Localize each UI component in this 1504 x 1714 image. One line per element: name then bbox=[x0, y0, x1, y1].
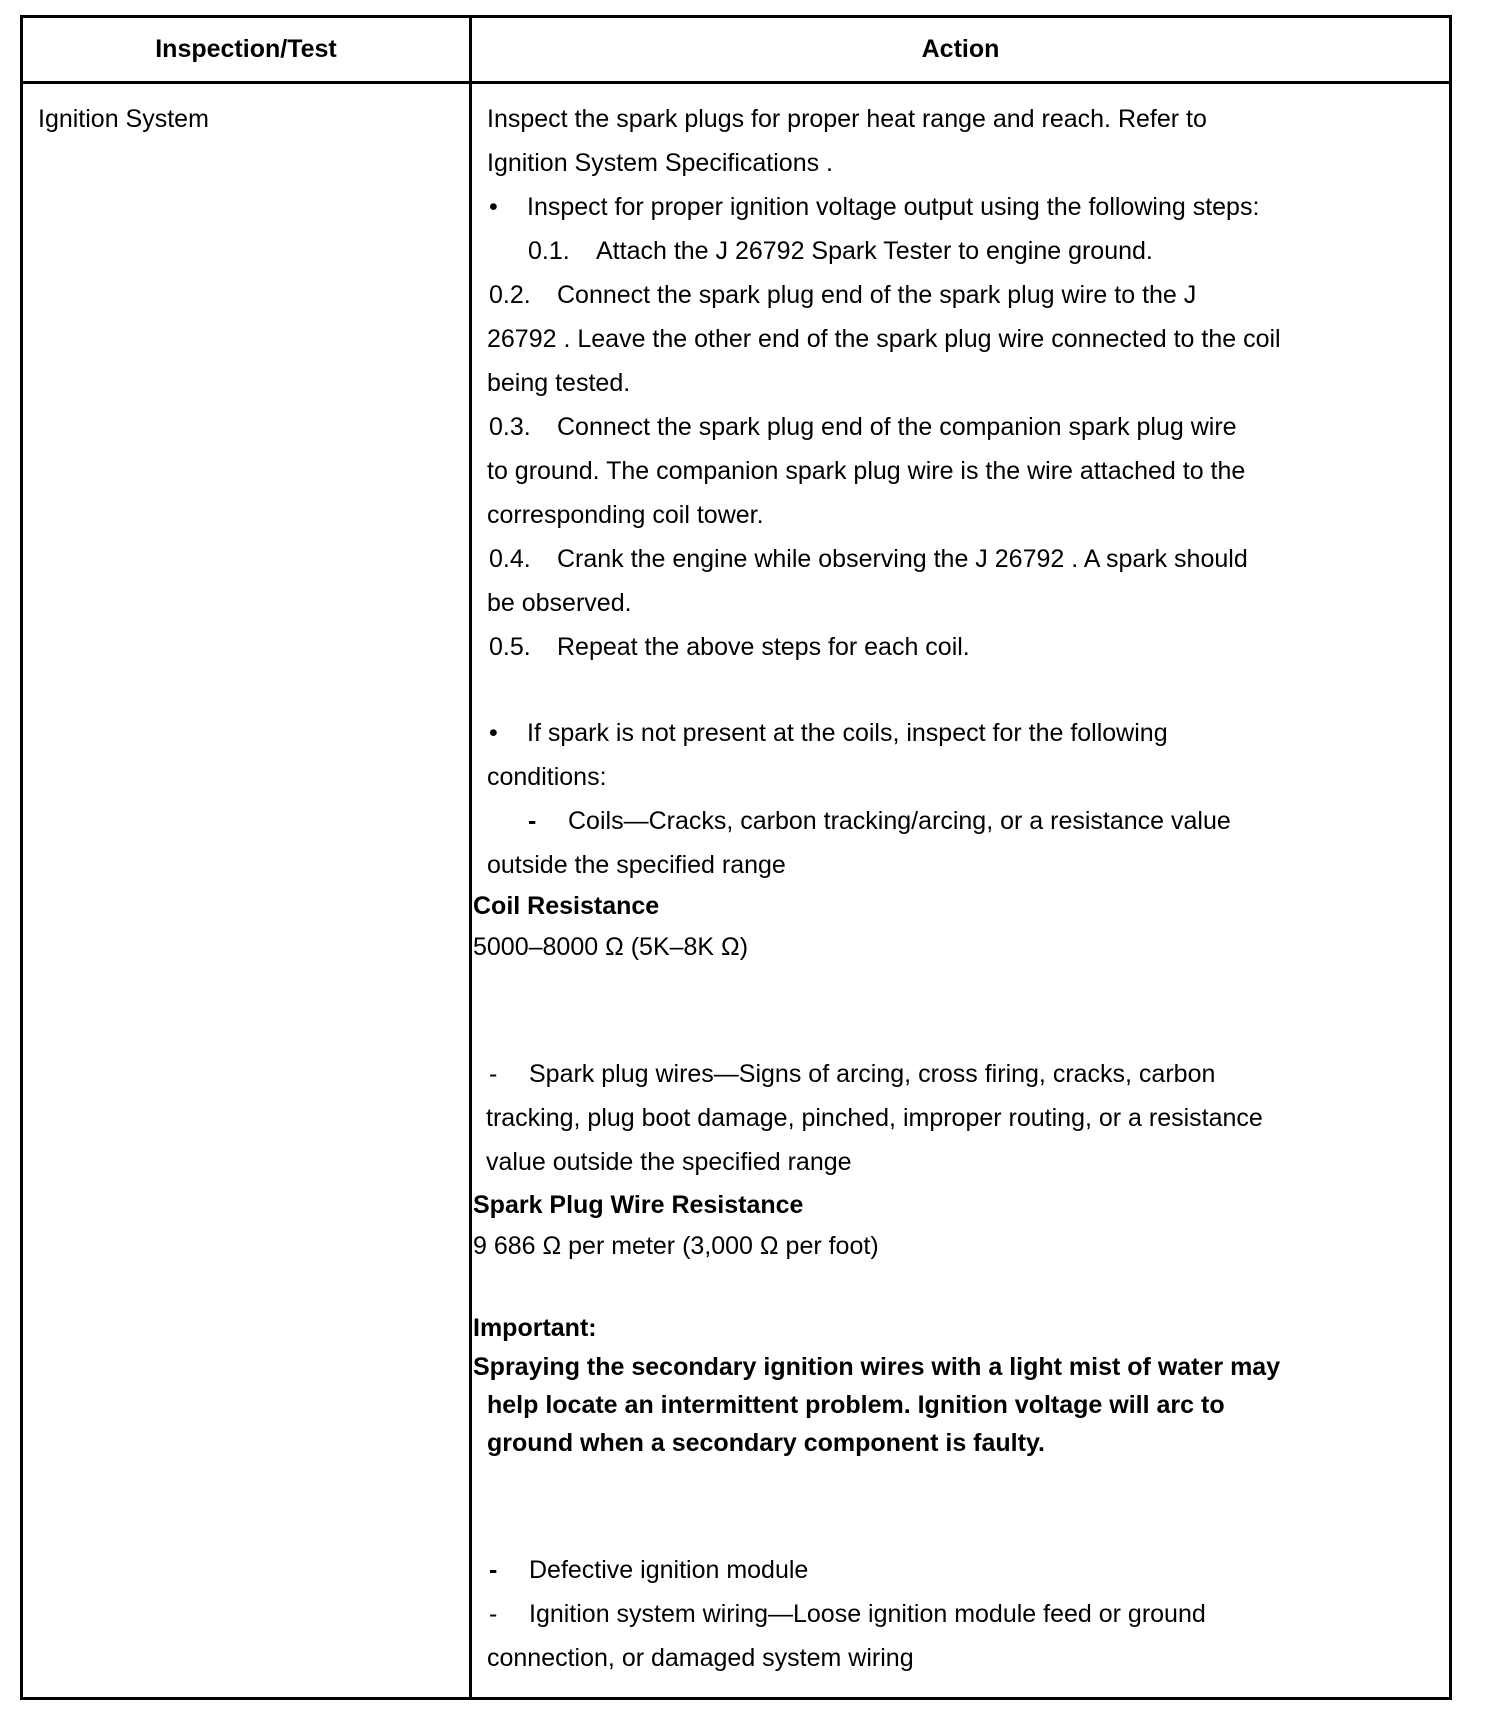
step-number-1: 0.1. bbox=[528, 237, 570, 265]
important-title: Important: bbox=[473, 1314, 597, 1342]
coil-resistance-title: Coil Resistance bbox=[473, 892, 660, 920]
step-text-1: Attach the J 26792 Spark Tester to engine ground. bbox=[596, 237, 1153, 265]
step-number-2: 0.2. bbox=[489, 281, 531, 309]
step-number-3: 0.3. bbox=[489, 413, 531, 441]
dash-marker-module: - bbox=[489, 1556, 498, 1584]
intro-line-1: Inspect the spark plugs for proper heat range and reach. Refer to bbox=[487, 105, 1207, 133]
step-text-3-line-2: to ground. The companion spark plug wire is the wire attached to the bbox=[487, 457, 1246, 485]
dash-marker-coils: - bbox=[528, 807, 537, 835]
wires-text-line-1: Spark plug wires—Signs of arcing, cross firing, cracks, carbon bbox=[529, 1060, 1216, 1088]
coils-text-line-1: Coils—Cracks, carbon tracking/arcing, or a resistance value bbox=[568, 807, 1231, 835]
wire-resistance-value: 9 686 Ω per meter (3,000 Ω per foot) bbox=[473, 1232, 879, 1260]
bullet-text-1: Inspect for proper ignition voltage output using the following steps: bbox=[527, 193, 1260, 221]
important-text-line-2: help locate an intermittent problem. Ignition voltage will arc to bbox=[487, 1391, 1225, 1419]
dash-marker-wiring: - bbox=[489, 1600, 498, 1628]
bullet-text-2-line-2: conditions: bbox=[487, 763, 607, 791]
header-inspection-test: Inspection/Test bbox=[155, 35, 337, 63]
step-text-2-line-3: being tested. bbox=[487, 369, 631, 397]
bullet-marker-1: • bbox=[489, 193, 498, 221]
coils-text-line-2: outside the specified range bbox=[487, 851, 786, 879]
header-action: Action bbox=[921, 35, 1000, 63]
bullet-text-2-line-1: If spark is not present at the coils, inspect for the following bbox=[527, 719, 1168, 747]
bullet-marker-2: • bbox=[489, 719, 498, 747]
step-number-5: 0.5. bbox=[489, 633, 531, 661]
dash-marker-wires: - bbox=[489, 1060, 498, 1088]
wiring-text-line-2: connection, or damaged system wiring bbox=[487, 1644, 914, 1672]
module-text: Defective ignition module bbox=[529, 1556, 809, 1584]
step-text-3-line-3: corresponding coil tower. bbox=[487, 501, 764, 529]
step-text-2-line-1: Connect the spark plug end of the spark plug wire to the J bbox=[557, 281, 1197, 309]
wire-resistance-title: Spark Plug Wire Resistance bbox=[473, 1191, 804, 1219]
wiring-text-line-1: Ignition system wiring—Loose ignition module feed or ground bbox=[529, 1600, 1206, 1628]
step-text-4-line-1: Crank the engine while observing the J 26792 . A spark should bbox=[557, 545, 1248, 573]
column-divider bbox=[469, 18, 472, 1697]
step-text-5: Repeat the above steps for each coil. bbox=[557, 633, 970, 661]
header-rule bbox=[23, 81, 1449, 84]
important-text-line-3: ground when a secondary component is faulty. bbox=[487, 1429, 1045, 1457]
step-number-4: 0.4. bbox=[489, 545, 531, 573]
important-text-line-1: Spraying the secondary ignition wires with a light mist of water may bbox=[473, 1353, 1281, 1381]
inspection-cell: Ignition System bbox=[38, 105, 209, 133]
wires-text-line-2: tracking, plug boot damage, pinched, improper routing, or a resistance bbox=[486, 1104, 1263, 1132]
wires-text-line-3: value outside the specified range bbox=[486, 1148, 852, 1176]
step-text-3-line-1: Connect the spark plug end of the companion spark plug wire bbox=[557, 413, 1237, 441]
coil-resistance-value: 5000–8000 Ω (5K–8K Ω) bbox=[473, 933, 749, 961]
intro-line-2: Ignition System Specifications . bbox=[487, 149, 833, 177]
step-text-4-line-2: be observed. bbox=[487, 589, 632, 617]
step-text-2-line-2: 26792 . Leave the other end of the spark plug wire connected to the coil bbox=[487, 325, 1281, 353]
